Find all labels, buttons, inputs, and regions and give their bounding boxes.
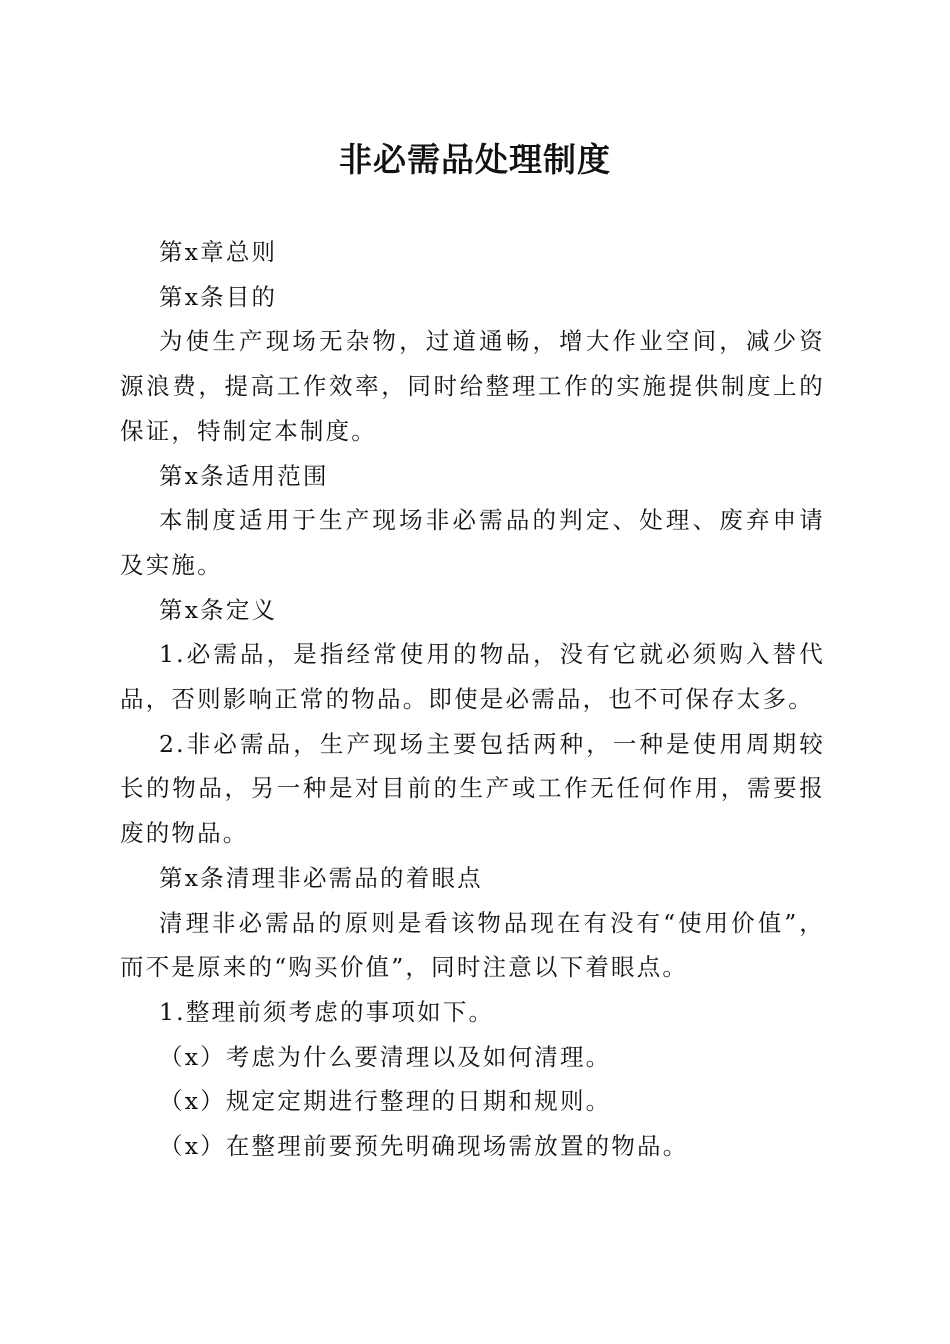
sub-item-why-how: （x）考虑为什么要清理以及如何清理。	[159, 1042, 612, 1071]
document-body	[120, 230, 825, 1169]
paragraph-scope: 本制度适用于生产现场非必需品的判定、处理、废弃申请及实施。	[120, 506, 825, 579]
paragraph-focus-principle: 清理非必需品的原则是看该物品现在有没有“使用价值”，而不是原来的“购买价值”，同时注意以下着眼点。	[120, 908, 825, 982]
paragraph-definition-unnecessary: 2.非必需品，生产现场主要包括两种，一种是使用周期较长的物品，另一种是对目前的生产或工作无任何作用，需要报废的物品。	[120, 729, 825, 848]
article-heading-definition: 第x条定义	[159, 595, 278, 624]
sub-item-schedule-rules: （x）规定定期进行整理的日期和规则。	[159, 1087, 612, 1116]
article-heading-focus-points: 第x条清理非必需品的着眼点	[159, 863, 483, 892]
document-title: 非必需品处理制度	[339, 140, 611, 179]
list-item-pre-cleanup: 1.整理前须考虑的事项如下。	[159, 997, 495, 1026]
chapter-heading-general: 第x章总则	[159, 238, 278, 266]
paragraph-definition-necessary: 1.必需品，是指经常使用的物品，没有它就必须购入替代品，否则影响正常的物品。即使是必需品，也不可保存太多。	[120, 640, 825, 714]
article-heading-scope: 第x条适用范围	[159, 461, 329, 490]
paragraph-purpose: 为使生产现场无杂物，过道通畅，增大作业空间，减少资源浪费，提高工作效率，同时给整理工作的实施提供制度上的保证，特制定本制度。	[120, 327, 825, 445]
sub-item-define-items: （x）在整理前要预先明确现场需放置的物品。	[159, 1132, 689, 1161]
article-heading-purpose: 第x条目的	[159, 282, 278, 311]
